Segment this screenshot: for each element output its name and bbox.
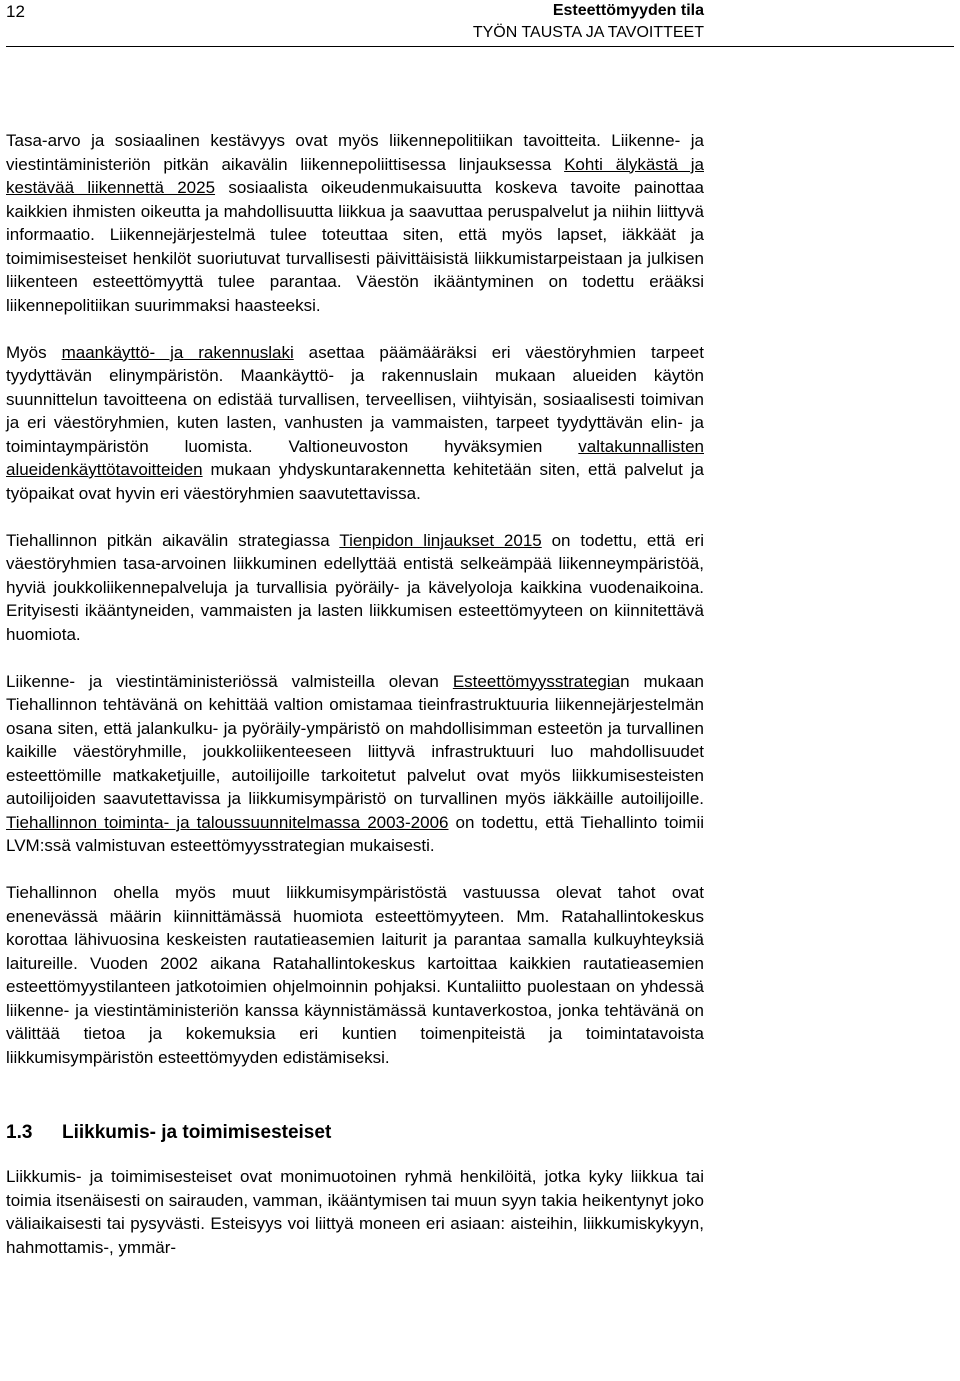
running-title-line2: TYÖN TAUSTA JA TAVOITTEET [472, 24, 704, 41]
text-span: on todettu, että eri väestöryhmien tasa-arvoinen liikkuminen edellyttää entistä selkeämpää liikenneympäristöä, hyviä joukkoliikennepalveluja ja turvallisia pyöräily- ja kävelyoloja kaikkina vuodenaikoina. Erityisesti ikääntyneiden, vammaisten ja lasten liikkumisen esteettömyyteen on kiinnitettävä huomiota. [6, 530, 704, 644]
paragraph-6 [6, 1165, 704, 1259]
section-title: Liikkumis- ja toimimisesteiset [62, 1122, 332, 1143]
text-span: Liikenne- ja viestintäministeriössä valmisteilla olevan [6, 671, 453, 691]
paragraph-2 [6, 341, 704, 506]
paragraph-5 [6, 881, 704, 1069]
text-span: on todettu, että Tiehallinto toimii LVM:ssä valmistuvan esteettömyysstrategian mukaisesti. [6, 812, 705, 855]
document-body [6, 129, 704, 1283]
paragraph-3 [6, 529, 704, 647]
text-span: asettaa päämääräksi eri väestöryhmien tarpeet tyydyttävän elinympäristön. Maankäyttö- ja rakennuslain mukaan alueiden käytön suunnittelun tavoitteena on edistää turvallisen, terveellisen, viihtyisän, sosiaalisesti toimivan ja eri väestöryhmien, kuten lasten, vanhusten ja vammaisten, tarpeet tyydyttävän elin- ja toimintaympäristön luomista. Valtioneuvoston hyväksymien [6, 342, 704, 456]
text-span: sosiaalista oikeudenmukaisuutta koskeva tavoite painottaa kaikkien ihmisten oikeutta ja mahdollisuutta liikkua ja saavuttaa peruspalvelut ja niihin liittyvä informaatio. Liikennejärjestelmä tulee toteuttaa siten, että myös lapset, iäkkäät ja toimimisesteiset henkilöt suoriutuvat turvallisesti päivittäisistä liikkumistarpeistaan ja julkisen liikenteen esteettömyyttä tulee parantaa. Väestön ikääntyminen on todettu erääksi liikennepolitiikan suurimmaksi haasteeksi. [6, 178, 704, 315]
text-span: Tasa-arvo ja sosiaalinen kestävyys ovat myös liikennepolitiikan tavoitteita. Liikenne- ja viestintäministeriön pitkän aikavälin liikennepoliittisessa linjauksessa [6, 131, 704, 174]
link-kohti-alykasta[interactable]: Kohti älykästä ja kestävää liikennettä 2025 [6, 154, 704, 197]
paragraph-1 [6, 129, 704, 317]
text-span: Tiehallinnon pitkän aikavälin strategiassa [6, 530, 340, 550]
link-toiminta-taloussuunnitelma[interactable]: Tiehallinnon toiminta- ja taloussuunnitelmassa 2003-2006 [6, 812, 449, 832]
text-span: mukaan yhdyskuntarakennetta kehitetään siten, että palvelut ja työpaikat ovat hyvin eri väestöryhmien saavutettavissa. [6, 460, 704, 503]
text-span: n mukaan Tiehallinnon tehtävänä on kehittää valtion omistamaa tieinfrastruktuuria liikennejärjestelmän osana siten, että jalankulku- ja pyöräily-ympäristö on mahdollisimman esteetön ja turvallinen kaikille väestöryhmille, joukkoliikenteeseen liittyvä infrastruktuuri luo mahdollisuudet esteettömille matkaketjuille, autoilijoille tarkoitetut palvelut ovat myös liikkumisesteisten autoilijoiden saavutettavissa ja liikkumisympäristö on turvallinen myös iäkkäille autoilijoille. [6, 671, 704, 808]
text-span: Liikkumis- ja toimimisesteiset ovat monimuotoinen ryhmä henkilöitä, jotka kyky liikkua tai toimia itsenäisesti on sairauden, vamman, ikääntymisen tai muun syyn takia heikentynyt joko väliaikaisesti tai pysyvästi. Esteisyys voi liittyä moneen eri asiaan: aisteihin, liikkumiskykyyn, hahmottamis-, ymmär- [6, 1167, 704, 1257]
section-number: 1.3 [6, 1122, 33, 1143]
running-title [473, 0, 704, 44]
page-header [0, 0, 960, 48]
page-number: 12 [6, 2, 25, 21]
header-divider [6, 46, 954, 47]
link-maankaytto-laki[interactable]: maankäyttö- ja rakennuslaki [61, 342, 294, 362]
text-span: Myös [6, 342, 62, 362]
section-heading [6, 1121, 704, 1145]
paragraph-4 [6, 670, 704, 858]
text-span: Tiehallinnon ohella myös muut liikkumisympäristöstä vastuussa olevat tahot ovat enenevässä määrin kiinnittämässä huomiota esteettömyyteen. Mm. Ratahallintokeskus korottaa lähivuosina keskeisten rautatieasemien laiturit ja parantaa samalla kulkuyhteyksiä laitureille. Vuoden 2002 aikana Ratahallintokeskus kartoittaa kaikkien rautatieasemien esteettömyystilanteen jatkotoimien ohjelmoinnin pohjaksi. Kuntaliitto puolestaan on yhdessä liikenne- ja viestintäministeriön kanssa käynnistämässä kuntaverkostoa, jonka tehtävänä on välittää tietoa ja kokemuksia eri kuntien toimenpiteistä ja toimintatavoista liikkumisympäristön esteettömyyden edistämiseksi. [6, 883, 704, 1067]
link-esteettomyysstrategia[interactable]: Esteettömyysstrategia [452, 671, 621, 691]
link-alueidenkayttotavoitteet[interactable]: valtakunnallisten alueidenkäyttötavoitteiden [6, 436, 704, 479]
link-tienpidon-linjaukset[interactable]: Tienpidon linjaukset 2015 [339, 530, 542, 550]
running-title-line1: Esteettömyyden tila [552, 2, 704, 19]
